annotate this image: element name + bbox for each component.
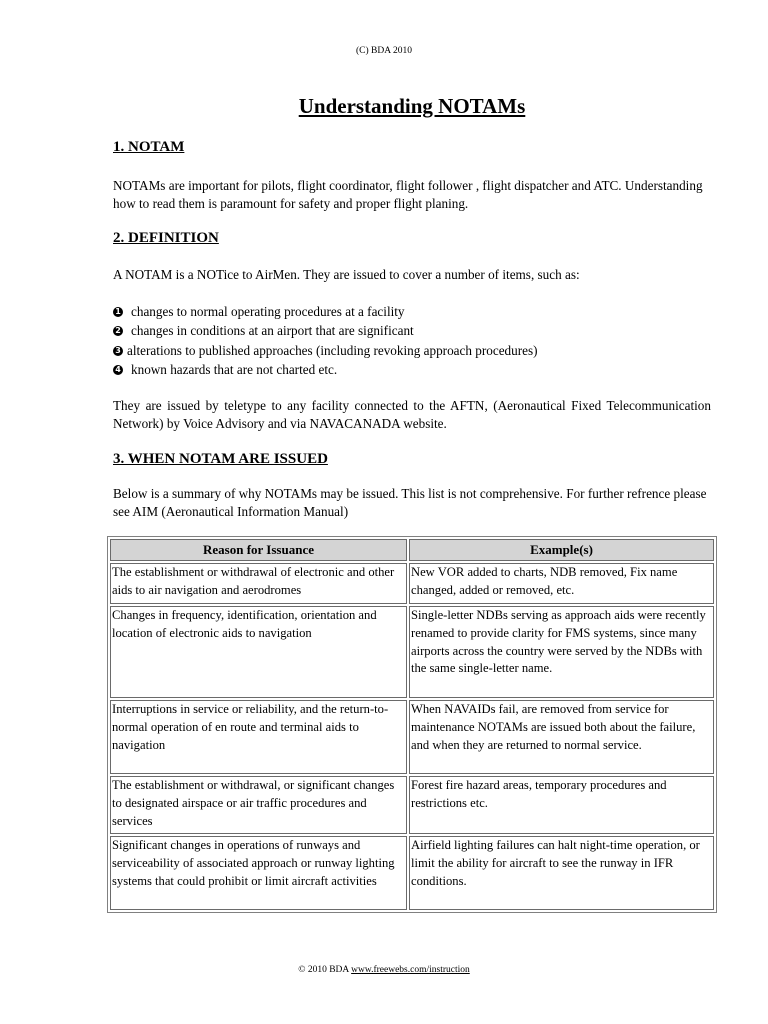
table-cell-example: When NAVAIDs fail, are removed from service for maintenance NOTAMs are issued both about the failure, and when they are returned to normal service.	[409, 700, 714, 774]
table-row	[110, 563, 714, 604]
number-4-icon: 4	[113, 365, 123, 375]
notam-reasons-table	[107, 536, 717, 913]
table-cell-reason: Changes in frequency, identification, orientation and location of electronic aids to navigation	[110, 606, 407, 698]
table-cell-example: Forest fire hazard areas, temporary procedures and restrictions etc.	[409, 776, 714, 834]
bullet-text: changes to normal operating procedures at a facility	[131, 304, 405, 319]
table-cell-example: Single-letter NDBs serving as approach aids were recently renamed to provide clarity for FMS systems, since many airports across the country were served by the NDBs with the same single-letter name.	[409, 606, 714, 698]
bullet-text: known hazards that are not charted etc.	[131, 362, 338, 378]
list-item	[113, 302, 713, 321]
section-heading-definition: 2. DEFINITION	[113, 230, 219, 246]
footer	[0, 965, 768, 975]
header-copyright: (C) BDA 2010	[356, 46, 412, 56]
column-header-reason: Reason for Issuance	[110, 539, 407, 561]
number-1-icon: 1	[113, 307, 123, 317]
table-row	[110, 836, 714, 910]
table-row	[110, 606, 714, 698]
table-cell-example: Airfield lighting failures can halt night-time operation, or limit the ability for aircraft to see the runway in IFR conditions.	[409, 836, 714, 910]
section-notam-text: NOTAMs are important for pilots, flight coordinator, flight follower , flight dispatcher and ATC. Understanding how to read them is paramount for safety and proper flight planing.	[113, 178, 703, 211]
table-header-row	[110, 539, 714, 561]
bullet-text: changes in conditions at an airport that are significant	[131, 323, 414, 339]
footer-copyright: © 2010 BDA	[298, 965, 352, 975]
table-cell-reason: The establishment or withdrawal of electronic and other aids to air navigation and aerodromes	[110, 563, 407, 604]
table-row	[110, 700, 714, 774]
when-issued-intro: Below is a summary of why NOTAMs may be issued. This list is not comprehensive. For further refrence please see AIM (Aeronautical Information Manual)	[113, 486, 707, 519]
section-heading-when-issued: 3. WHEN NOTAM ARE ISSUED	[113, 451, 328, 467]
column-header-examples: Example(s)	[409, 539, 714, 561]
footer-website-link[interactable]: www.freewebs.com/instruction	[351, 965, 470, 975]
list-item	[113, 321, 713, 340]
section-heading-notam: 1. NOTAM	[113, 139, 185, 155]
table-cell-example: New VOR added to charts, NDB removed, Fix name changed, added or removed, etc.	[409, 563, 714, 604]
issued-by-text: They are issued by teletype to any facility connected to the AFTN, (Aeronautical Fixed Telecommunication Network) by Voice Advisory and via NAVACANADA website.	[113, 398, 711, 431]
table-cell-reason: The establishment or withdrawal, or significant changes to designated airspace or air traffic procedures and services	[110, 776, 407, 834]
list-item	[113, 341, 713, 360]
page-title: Understanding NOTAMs	[298, 94, 526, 118]
definition-intro: A NOTAM is a NOTice to AirMen. They are issued to cover a number of items, such as:	[113, 267, 580, 282]
number-2-icon: 2	[113, 326, 123, 336]
table-cell-reason: Interruptions in service or reliability, and the return-to-normal operation of en route and terminal aids to navigation	[110, 700, 407, 774]
definition-bullet-list	[113, 302, 713, 380]
table-cell-reason: Significant changes in operations of runways and serviceability of associated approach or runway lighting systems that could prohibit or limit aircraft activities	[110, 836, 407, 910]
list-item	[113, 360, 713, 379]
number-3-icon: 3	[113, 346, 123, 356]
bullet-text: alterations to published approaches (including revoking approach procedures)	[127, 342, 538, 358]
table-row	[110, 776, 714, 834]
